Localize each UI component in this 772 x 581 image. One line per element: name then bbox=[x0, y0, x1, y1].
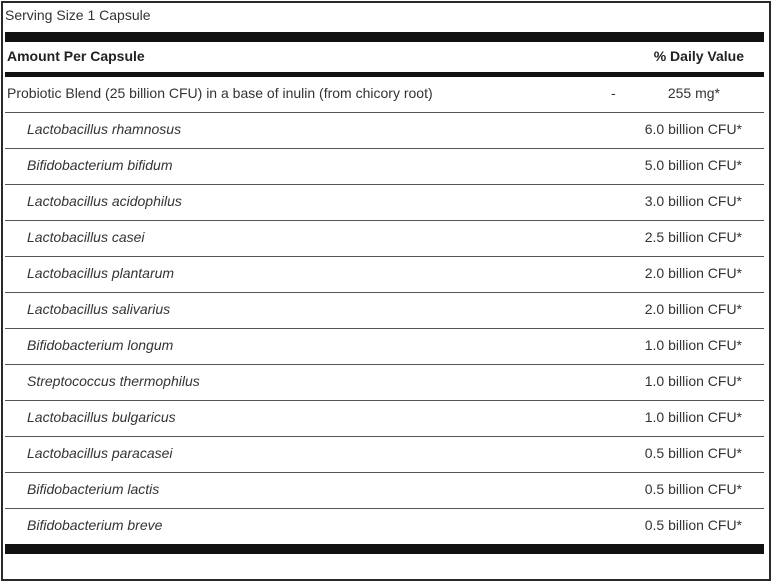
strain-amount: 6.0 billion CFU* bbox=[644, 121, 742, 137]
strain-amount: 0.5 billion CFU* bbox=[644, 445, 742, 461]
strain-name: Lactobacillus casei bbox=[27, 229, 145, 245]
blend-name: Probiotic Blend (25 billion CFU) in a base of inulin (from chicory root) bbox=[7, 85, 433, 101]
strain-amount: 1.0 billion CFU* bbox=[644, 409, 742, 425]
strain-amount: 2.0 billion CFU* bbox=[644, 265, 742, 281]
strain-list bbox=[5, 113, 764, 545]
strain-amount: 1.0 billion CFU* bbox=[644, 337, 742, 353]
table-row bbox=[5, 401, 764, 437]
table-row bbox=[5, 185, 764, 221]
table-row bbox=[5, 509, 764, 545]
table-row bbox=[5, 437, 764, 473]
blend-row bbox=[5, 77, 764, 113]
table-row bbox=[5, 473, 764, 509]
table-row bbox=[5, 293, 764, 329]
blend-daily-value: - bbox=[611, 85, 616, 101]
table-row bbox=[5, 365, 764, 401]
table-row bbox=[5, 221, 764, 257]
header-daily-value: % Daily Value bbox=[653, 48, 744, 64]
strain-name: Lactobacillus paracasei bbox=[27, 445, 173, 461]
table-row bbox=[5, 329, 764, 365]
header-amount-per-capsule: Amount Per Capsule bbox=[7, 48, 145, 64]
blend-amount: 255 mg* bbox=[667, 85, 720, 101]
strain-amount: 0.5 billion CFU* bbox=[644, 517, 742, 533]
strain-name: Bifidobacterium lactis bbox=[27, 481, 160, 497]
strain-name: Lactobacillus salivarius bbox=[27, 301, 171, 317]
strain-name: Lactobacillus bulgaricus bbox=[27, 409, 176, 425]
strain-name: Streptococcus thermophilus bbox=[27, 373, 200, 389]
strain-name: Lactobacillus plantarum bbox=[27, 265, 175, 281]
strain-amount: 5.0 billion CFU* bbox=[644, 157, 742, 173]
table-row bbox=[5, 113, 764, 149]
table-header bbox=[5, 44, 764, 72]
strain-amount: 0.5 billion CFU* bbox=[644, 481, 742, 497]
table-row bbox=[5, 149, 764, 185]
strain-name: Bifidobacterium breve bbox=[27, 517, 163, 533]
strain-name: Lactobacillus rhamnosus bbox=[27, 121, 182, 137]
strain-amount: 2.5 billion CFU* bbox=[644, 229, 742, 245]
strain-name: Lactobacillus acidophilus bbox=[27, 193, 182, 209]
bottom-divider-bar bbox=[5, 544, 764, 554]
table-row bbox=[5, 257, 764, 293]
strain-name: Bifidobacterium bifidum bbox=[27, 157, 173, 173]
strain-amount: 3.0 billion CFU* bbox=[644, 193, 742, 209]
strain-amount: 2.0 billion CFU* bbox=[644, 301, 742, 317]
strain-amount: 1.0 billion CFU* bbox=[644, 373, 742, 389]
strain-name: Bifidobacterium longum bbox=[27, 337, 174, 353]
serving-size: Serving Size 1 Capsule bbox=[5, 7, 151, 23]
top-divider-bar bbox=[5, 32, 764, 42]
